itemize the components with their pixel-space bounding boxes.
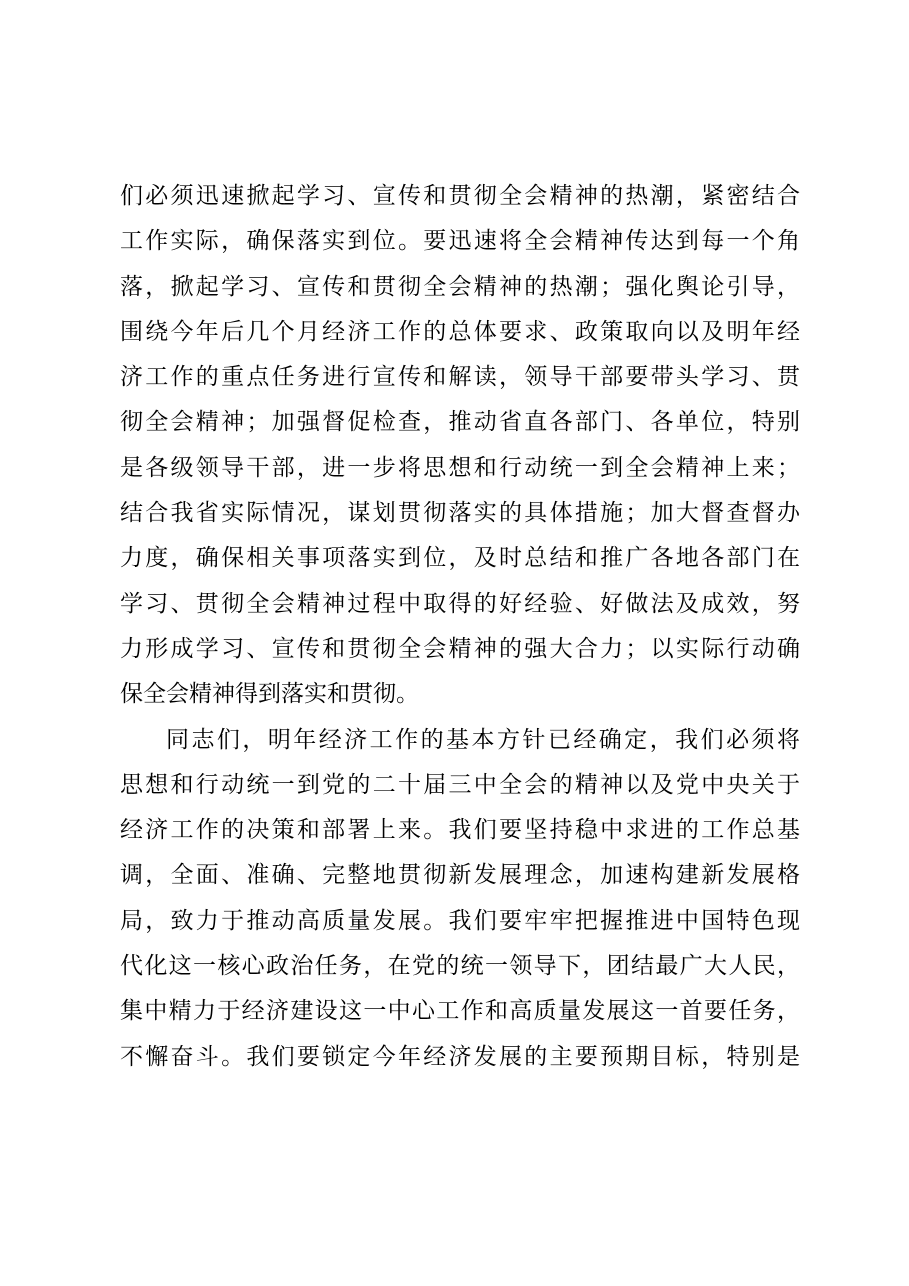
text-line: 是各级领导干部，进一步将思想和行动统一到全会精神上来； bbox=[120, 454, 800, 481]
text-line: 不懈奋斗。我们要锁定今年经济发展的主要预期目标，特别是 bbox=[120, 1043, 800, 1070]
text-line: 代化这一核心政治任务，在党的统一领导下，团结最广大人民， bbox=[120, 953, 800, 980]
document-body bbox=[120, 174, 800, 1080]
text-line: 围绕今年后几个月经济工作的总体要求、政策取向以及明年经 bbox=[120, 318, 800, 345]
text-line: 集中精力于经济建设这一中心工作和高质量发展这一首要任务， bbox=[120, 998, 800, 1025]
text-line: 力度，确保相关事项落实到位，及时总结和推广各地各部门在 bbox=[120, 545, 800, 572]
text-line: 保全会精神得到落实和贯彻。 bbox=[120, 681, 419, 708]
paragraph-2 bbox=[120, 718, 800, 1080]
text-line: 思想和行动统一到党的二十届三中全会的精神以及党中央关于 bbox=[120, 771, 800, 798]
text-line: 工作实际，确保落实到位。要迅速将全会精神传达到每一个角 bbox=[120, 228, 800, 255]
text-line: 调，全面、准确、完整地贯彻新发展理念，加速构建新发展格 bbox=[120, 862, 800, 889]
text-line: 结合我省实际情况，谋划贯彻落实的具体措施；加大督查督办 bbox=[120, 500, 800, 527]
text-line: 济工作的重点任务进行宣传和解读，领导干部要带头学习、贯 bbox=[120, 364, 800, 391]
text-line: 们必须迅速掀起学习、宣传和贯彻全会精神的热潮，紧密结合 bbox=[120, 183, 800, 209]
text-line: 学习、贯彻全会精神过程中取得的好经验、好做法及成效，努 bbox=[120, 590, 800, 617]
text-line-indented: 同志们，明年经济工作的基本方针已经确定，我们必须将 bbox=[166, 726, 800, 753]
text-line: 经济工作的决策和部署上来。我们要坚持稳中求进的工作总基 bbox=[120, 817, 800, 844]
text-line: 落，掀起学习、宣传和贯彻全会精神的热潮；强化舆论引导， bbox=[120, 273, 800, 300]
paragraph-1 bbox=[120, 174, 800, 718]
text-line: 力形成学习、宣传和贯彻全会精神的强大合力；以实际行动确 bbox=[120, 635, 800, 662]
text-line: 局，致力于推动高质量发展。我们要牢牢把握推进中国特色现 bbox=[120, 907, 800, 934]
text-line: 彻全会精神；加强督促检查，推动省直各部门、各单位，特别 bbox=[120, 409, 800, 436]
